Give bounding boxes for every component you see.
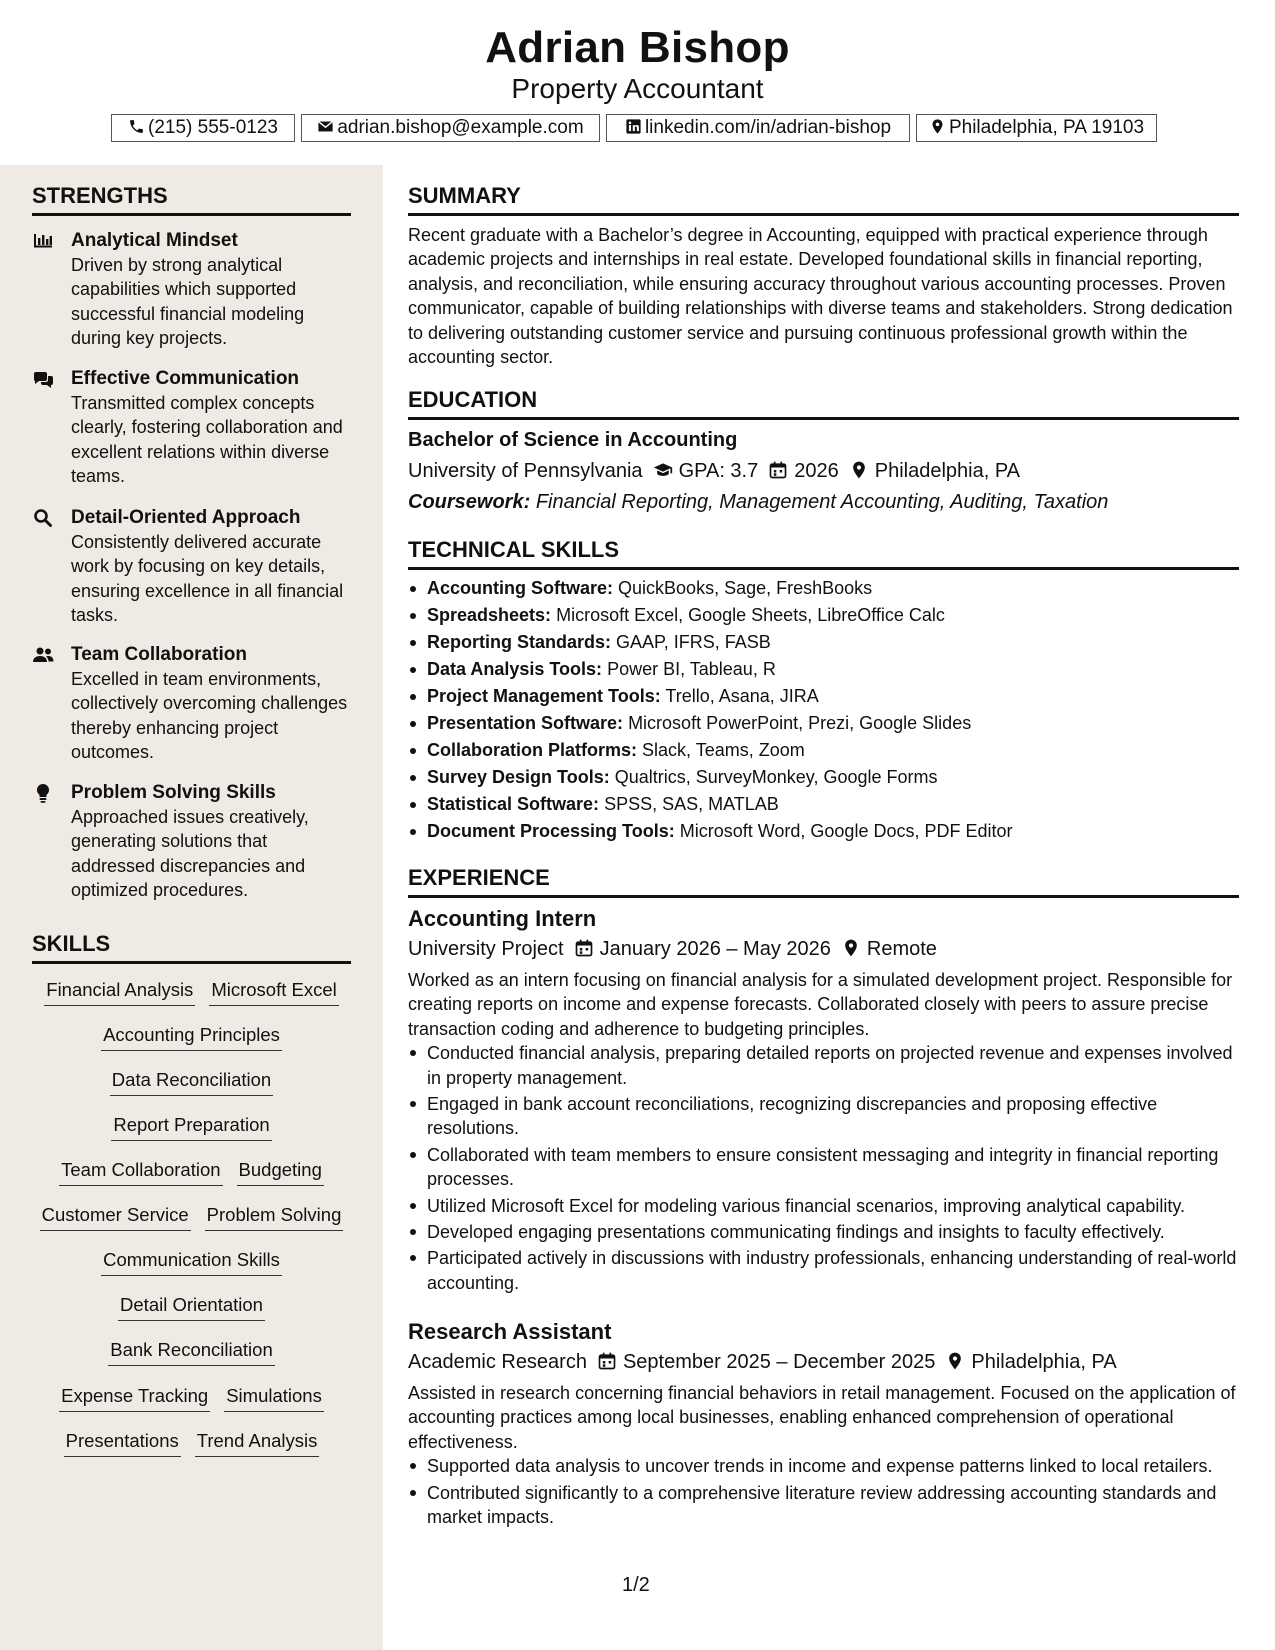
skill-value: Power BI, Tableau, R: [607, 659, 776, 679]
education-location: Philadelphia, PA: [874, 460, 1021, 482]
coursework-label: Coursework:: [408, 491, 531, 513]
technical-skills-section: [408, 536, 1239, 845]
job-location: Philadelphia, PA: [971, 1351, 1117, 1373]
phone-text: (215) 555-0123: [148, 117, 278, 138]
skills-row: [32, 1383, 351, 1412]
phone-icon: [128, 118, 145, 135]
skill-tag: Team Collaboration: [59, 1157, 222, 1186]
skill-value: Microsoft PowerPoint, Prezi, Google Slides: [628, 713, 972, 733]
contact-bar: [0, 114, 1275, 144]
skills-row: [32, 1112, 351, 1141]
list-item: Conducted financial analysis, preparing detailed reports on projected revenue and expenses involved in property management.: [427, 1041, 1239, 1090]
strength-title: Effective Communication: [71, 368, 300, 389]
skill-label: Presentation Software:: [427, 713, 624, 733]
skill-tag: Expense Tracking: [59, 1383, 210, 1412]
calendar-icon: [768, 460, 788, 480]
candidate-role: Property Accountant: [511, 73, 764, 104]
envelope-icon: [317, 118, 334, 135]
candidate-name: Adrian Bishop: [485, 23, 790, 72]
skill-tag: Bank Reconciliation: [108, 1337, 274, 1366]
job-dates: January 2026 – May 2026: [599, 938, 831, 960]
degree-title: Bachelor of Science in Accounting: [408, 429, 738, 451]
job-meta: [408, 936, 1239, 962]
list-item: [427, 737, 1239, 764]
list-item: [427, 764, 1239, 791]
coursework-list: Financial Reporting, Management Accounting, Auditing, Taxation: [535, 491, 1109, 513]
location-text: Philadelphia, PA 19103: [948, 117, 1145, 138]
job-org: University Project: [408, 938, 564, 960]
skill-tag: Presentations: [64, 1428, 181, 1457]
map-pin-icon: [841, 938, 861, 958]
list-item: [427, 602, 1239, 629]
list-item: [427, 710, 1239, 737]
skill-tag: Detail Orientation: [118, 1292, 265, 1321]
job-entry: [408, 905, 1239, 1295]
skill-label: Document Processing Tools:: [427, 821, 675, 841]
list-item: Utilized Microsoft Excel for modeling various financial scenarios, improving analytical capability.: [427, 1194, 1239, 1218]
summary-section: [408, 182, 1239, 369]
strength-desc: Driven by strong analytical capabilities which supported successful financial modeling during key projects.: [71, 255, 305, 348]
job-title: Research Assistant: [408, 1319, 612, 1344]
skill-tag: Report Preparation: [111, 1112, 271, 1141]
skill-value: SPSS, SAS, MATLAB: [604, 794, 779, 814]
skills-row: [32, 1067, 351, 1096]
technical-skills-list: [408, 575, 1239, 845]
linkedin-icon: [625, 118, 642, 135]
strength-desc: Approached issues creatively, generating solutions that addressed discrepancies and optimized procedures.: [71, 807, 309, 900]
linkedin-contact[interactable]: [606, 114, 910, 142]
skill-label: Accounting Software:: [427, 578, 614, 598]
skill-value: Trello, Asana, JIRA: [665, 686, 819, 706]
strength-title: Analytical Mindset: [71, 230, 238, 251]
skill-label: Project Management Tools:: [427, 686, 661, 706]
skill-tag: Data Reconciliation: [110, 1067, 273, 1096]
users-icon: [32, 645, 54, 665]
list-item: [427, 575, 1239, 602]
skill-tag: Communication Skills: [101, 1247, 282, 1276]
skills-row: [32, 1247, 351, 1276]
skills-row: [32, 1292, 351, 1321]
skills-row: [32, 977, 351, 1006]
school-name: University of Pennsylvania: [408, 460, 643, 482]
skill-label: Data Analysis Tools:: [427, 659, 603, 679]
gpa: GPA: 3.7: [678, 460, 759, 482]
job-description: Worked as an intern focusing on financial analysis for a simulated development project. Responsible for creating reports on income and expense forecasts. Collaborated closely with peers to assure precise transaction coding and adherence to budgeting principles.: [408, 970, 1233, 1039]
skill-label: Collaboration Platforms:: [427, 740, 638, 760]
chat-bubbles-icon: [32, 369, 54, 389]
skill-tag: Simulations: [224, 1383, 324, 1412]
bar-chart-icon: [32, 231, 54, 251]
job-bullets: [408, 1041, 1239, 1295]
skill-value: Slack, Teams, Zoom: [642, 740, 805, 760]
linkedin-text: linkedin.com/in/adrian-bishop: [644, 117, 892, 138]
skill-value: Qualtrics, SurveyMonkey, Google Forms: [614, 767, 938, 787]
skills-row: [32, 1202, 351, 1231]
calendar-icon: [597, 1351, 617, 1371]
skills-row: [32, 1337, 351, 1366]
skill-value: QuickBooks, Sage, FreshBooks: [618, 578, 873, 598]
strengths-title: STRENGTHS: [32, 182, 351, 216]
skill-value: Microsoft Excel, Google Sheets, LibreOffice Calc: [556, 605, 945, 625]
skill-tag: Customer Service: [40, 1202, 191, 1231]
list-item: Contributed significantly to a comprehensive literature review addressing accounting standards and market impacts.: [427, 1481, 1239, 1530]
job-entry: [408, 1318, 1239, 1529]
strength-title: Team Collaboration: [71, 644, 247, 665]
search-icon: [32, 508, 54, 528]
phone-contact[interactable]: [111, 114, 295, 142]
skills-row: [32, 1022, 351, 1051]
skill-tag: Accounting Principles: [101, 1022, 282, 1051]
experience-title: EXPERIENCE: [408, 864, 1239, 898]
list-item: [427, 656, 1239, 683]
summary-text: Recent graduate with a Bachelor’s degree in Accounting, equipped with practical experience through academic projects and internships in real estate. Developed foundational skills in financial reporting, analysis, and reconciliation, while ensuring accuracy throughout various accounting processes. Proven communicator, capable of building relationships with diverse teams and stakeholders. Strong dedication to delivering outstanding customer service and pursuing continuous professional growth within the accounting sector.: [408, 225, 1233, 368]
coursework: [408, 489, 1239, 515]
map-pin-icon: [849, 460, 869, 480]
list-item: [427, 629, 1239, 656]
email-contact[interactable]: [301, 114, 600, 142]
job-dates: September 2025 – December 2025: [622, 1351, 936, 1373]
graduation-cap-icon: [653, 460, 673, 480]
list-item: Developed engaging presentations communicating findings and insights to faculty effectively.: [427, 1220, 1239, 1244]
graduation-year: 2026: [794, 460, 839, 482]
skill-tag: Budgeting: [237, 1157, 324, 1186]
strength-title: Problem Solving Skills: [71, 782, 276, 803]
list-item: Collaborated with team members to ensure consistent messaging and integrity in financial reporting processes.: [427, 1143, 1239, 1192]
email-text: adrian.bishop@example.com: [337, 117, 584, 138]
experience-section: [408, 864, 1239, 898]
list-item: Supported data analysis to uncover trends in income and expense patterns linked to local retailers.: [427, 1454, 1239, 1478]
job-description: Assisted in research concerning financial behaviors in retail management. Focused on the application of accounting practices among local businesses, enabling enhanced comprehension of operational effectiveness.: [408, 1383, 1236, 1452]
map-pin-icon: [929, 118, 946, 135]
skill-tag: Problem Solving: [205, 1202, 344, 1231]
skill-value: GAAP, IFRS, FASB: [616, 632, 771, 652]
skill-tag: Financial Analysis: [44, 977, 195, 1006]
strength-title: Detail-Oriented Approach: [71, 507, 301, 528]
resume-header: [0, 0, 1275, 165]
list-item: [427, 818, 1239, 845]
skill-tag: Microsoft Excel: [209, 977, 338, 1006]
strength-desc: Excelled in team environments, collectively overcoming challenges thereby enhancing project outcomes.: [71, 669, 348, 762]
skill-label: Spreadsheets:: [427, 605, 552, 625]
job-location: Remote: [866, 938, 937, 960]
job-org: Academic Research: [408, 1351, 587, 1373]
strength-desc: Consistently delivered accurate work by focusing on key details, ensuring excellence in all financial tasks.: [71, 532, 344, 625]
skill-tag: Trend Analysis: [195, 1428, 320, 1457]
summary-title: SUMMARY: [408, 182, 1239, 216]
education-title: EDUCATION: [408, 386, 1239, 420]
skill-label: Reporting Standards:: [427, 632, 612, 652]
skills-section: [32, 930, 351, 964]
skills-title: SKILLS: [32, 930, 351, 964]
strengths-section: [32, 182, 351, 216]
technical-skills-title: TECHNICAL SKILLS: [408, 536, 1239, 570]
list-item: Engaged in bank account reconciliations, recognizing discrepancies and proposing effective resolutions.: [427, 1092, 1239, 1141]
list-item: Participated actively in discussions with industry professionals, enhancing understanding of real-world accounting.: [427, 1246, 1239, 1295]
map-pin-icon: [945, 1351, 965, 1371]
job-title: Accounting Intern: [408, 906, 597, 931]
skill-value: Microsoft Word, Google Docs, PDF Editor: [679, 821, 1013, 841]
location-contact: [916, 114, 1157, 142]
lightbulb-icon: [32, 783, 54, 803]
skill-label: Survey Design Tools:: [427, 767, 610, 787]
job-meta: [408, 1349, 1239, 1375]
list-item: [427, 791, 1239, 818]
list-item: [427, 683, 1239, 710]
job-bullets: [408, 1454, 1239, 1529]
education-meta: [408, 458, 1239, 484]
page-number: 1/2: [622, 1574, 650, 1596]
skill-label: Statistical Software:: [427, 794, 600, 814]
skills-row: [32, 1428, 351, 1457]
calendar-icon: [574, 938, 594, 958]
education-section: [408, 386, 1239, 515]
strength-desc: Transmitted complex concepts clearly, fostering collaboration and excellent relations within diverse teams.: [71, 393, 343, 486]
skills-row: [32, 1157, 351, 1186]
